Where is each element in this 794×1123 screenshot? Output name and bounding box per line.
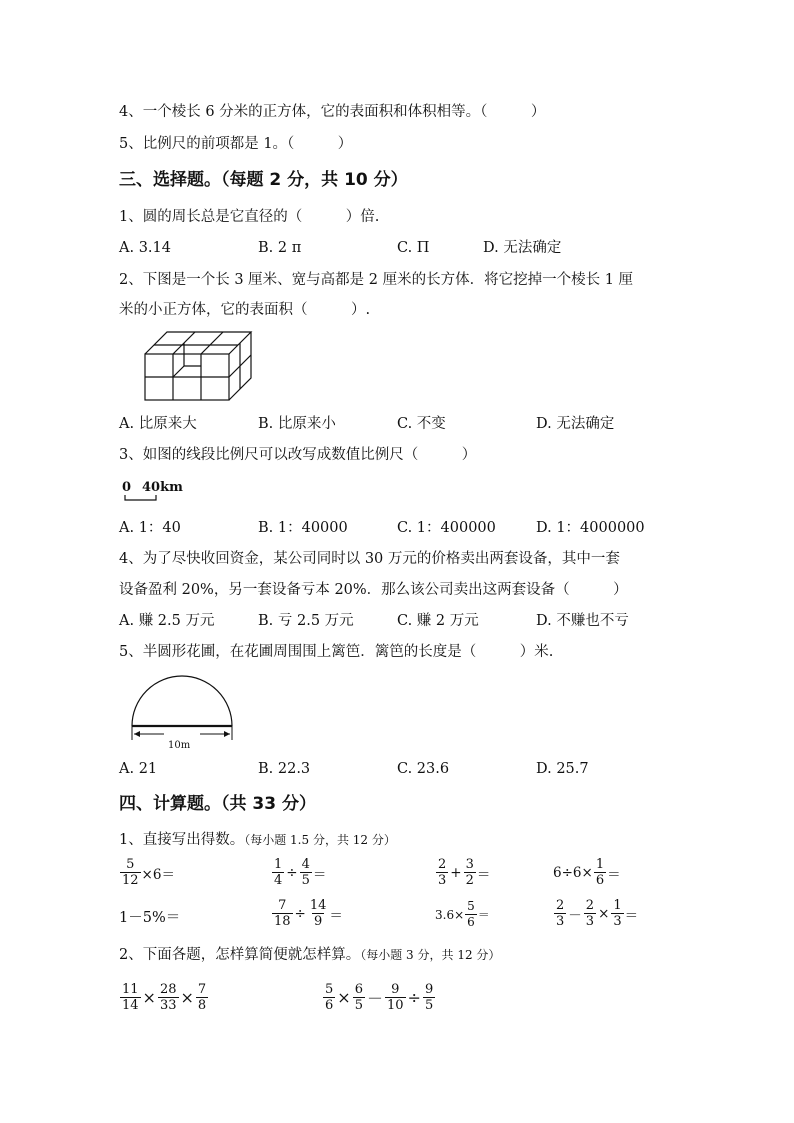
scale-bar [124, 494, 158, 502]
simplify-expr-1: $\frac{11}{14}$ × $\frac{28}{33}$ × $\frac{7}{8}$ [122, 982, 207, 1013]
s4-p1-title-text: 1、直接写出得数。 [119, 832, 245, 848]
simplify-expr-2: $\frac{5}{6}$ × $\frac{6}{5}$ － $\frac{9}{10}$ ÷ $\frac{9}{5}$ [325, 982, 434, 1013]
fraction: $\frac{2}{3}$ [585, 898, 595, 929]
s3-q4-text-line2: 设备盈利 20%，另一套设备亏本 20%．那么该公司卖出这两套设备（ ） [119, 582, 628, 598]
s4-p2-title [119, 945, 500, 965]
fraction: $\frac{6}{5}$ [354, 982, 363, 1013]
s3-q4-option-a: A. 赚 2.5 万元 [119, 613, 215, 629]
s4-p2-title-text: 2、下面各题，怎样算简便就怎样算。 [119, 947, 361, 963]
expr-8: $\frac{2}{3}$ － $\frac{2}{3}$ × $\frac{1}{3}$ ＝ [556, 898, 639, 929]
expr-4: 6÷6× $\frac{1}{6}$ ＝ [553, 857, 621, 888]
s3-q5-text: 5、半圆形花圃，在花圃周围围上篱笆．篱笆的长度是（ ）米. [119, 644, 554, 660]
expr-6: $\frac{7}{18}$ ÷ $\frac{14}{9}$ ＝ [274, 898, 343, 929]
s3-q2-option-d: D. 无法确定 [536, 416, 615, 432]
expr-7: 3.6× $\frac{5}{6}$ ＝ [435, 899, 490, 929]
s3-q4-option-d: D. 不赚也不亏 [536, 613, 629, 629]
s3-q3-option-c: C. 1：400000 [397, 520, 496, 536]
fraction: $\frac{14}{9}$ [309, 898, 327, 929]
s3-q3-text: 3、如图的线段比例尺可以改写成数值比例尺（ ） [119, 447, 477, 463]
s3-q2-option-a: A. 比原来大 [119, 416, 197, 432]
s3-q3-option-b: B. 1：40000 [258, 520, 348, 536]
expr-1: $\frac{5}{12}$ ×6＝ [122, 857, 175, 888]
fraction: $\frac{5}{6}$ [467, 899, 475, 929]
fraction: $\frac{3}{2}$ [465, 857, 474, 888]
s3-q2-text-line2: 米的小正方体，它的表面积（ ）. [119, 302, 371, 318]
fraction: $\frac{1}{4}$ [274, 857, 283, 888]
expr-3: $\frac{2}{3}$ + $\frac{3}{2}$ ＝ [438, 857, 491, 888]
fraction: $\frac{2}{3}$ [438, 857, 447, 888]
judgement-q5: 5、比例尺的前项都是 1。（ ） [119, 136, 353, 152]
s3-q4-text-line1: 4、为了尽快收回资金，某公司同时以 30 万元的价格卖出两套设备，其中一套 [119, 551, 620, 567]
s4-p2-note: （每小题 3 分，共 12 分） [360, 948, 501, 962]
section4-heading: 四、计算题。（共 33 分） [119, 794, 316, 814]
fraction: $\frac{1}{3}$ [613, 898, 622, 929]
expr-2: $\frac{1}{4}$ ÷ $\frac{4}{5}$ ＝ [274, 857, 327, 888]
s3-q5-option-c: C. 23.6 [397, 761, 450, 777]
s3-q5-option-a: A. 21 [119, 761, 158, 777]
s3-q4-option-b: B. 亏 2.5 万元 [258, 613, 354, 629]
fraction: $\frac{4}{5}$ [301, 857, 310, 888]
scale-distance-label: 40km [142, 480, 183, 495]
fraction: $\frac{2}{3}$ [556, 898, 565, 929]
s3-q1-option-a: A. 3.14 [119, 240, 171, 256]
fraction: $\frac{5}{6}$ [325, 982, 334, 1013]
s3-q5-option-b: B. 22.3 [258, 761, 311, 777]
s3-q3-option-d: D. 1：4000000 [536, 520, 645, 536]
s3-q3-option-a: A. 1：40 [119, 520, 181, 536]
fraction: $\frac{11}{14}$ [122, 982, 139, 1013]
fraction: $\frac{28}{33}$ [159, 982, 177, 1013]
fraction: $\frac{7}{8}$ [197, 982, 207, 1013]
s3-q1-option-b: B. 2 π [258, 240, 302, 256]
s3-q2-option-b: B. 比原来小 [258, 416, 336, 432]
s3-q1-option-d: D. 无法确定 [483, 240, 562, 256]
s3-q2-text-line1: 2、下图是一个长 3 厘米、宽与高都是 2 厘米的长方体．将它挖掉一个棱长 1 厘 [119, 272, 634, 288]
section3-heading: 三、选择题。（每题 2 分，共 10 分） [119, 170, 408, 190]
fraction: $\frac{1}{6}$ [595, 857, 605, 888]
s4-p1-note: （每小题 1.5 分，共 12 分） [244, 833, 396, 847]
semicircle-diameter-label: 10m [168, 740, 191, 751]
s3-q2-option-c: C. 不变 [397, 416, 446, 432]
fraction: $\frac{7}{18}$ [274, 898, 291, 929]
s3-q1-text: 1、圆的周长总是它直径的（ ）倍. [119, 209, 380, 225]
expr-5: 1－5%＝ [119, 910, 181, 926]
s3-q1-option-c: C. Π [397, 240, 430, 256]
s4-p1-title [119, 830, 396, 850]
scale-zero-label: 0 [122, 480, 132, 495]
cuboid-figure [140, 326, 260, 406]
s3-q4-option-c: C. 赚 2 万元 [397, 613, 479, 629]
fraction: $\frac{9}{5}$ [424, 982, 434, 1013]
judgement-q4: 4、一个棱长 6 分米的正方体，它的表面积和体积相等。（ ） [119, 104, 546, 120]
s3-q5-option-d: D. 25.7 [536, 761, 589, 777]
fraction: $\frac{5}{12}$ [122, 857, 139, 888]
fraction: $\frac{9}{10}$ [386, 982, 404, 1013]
